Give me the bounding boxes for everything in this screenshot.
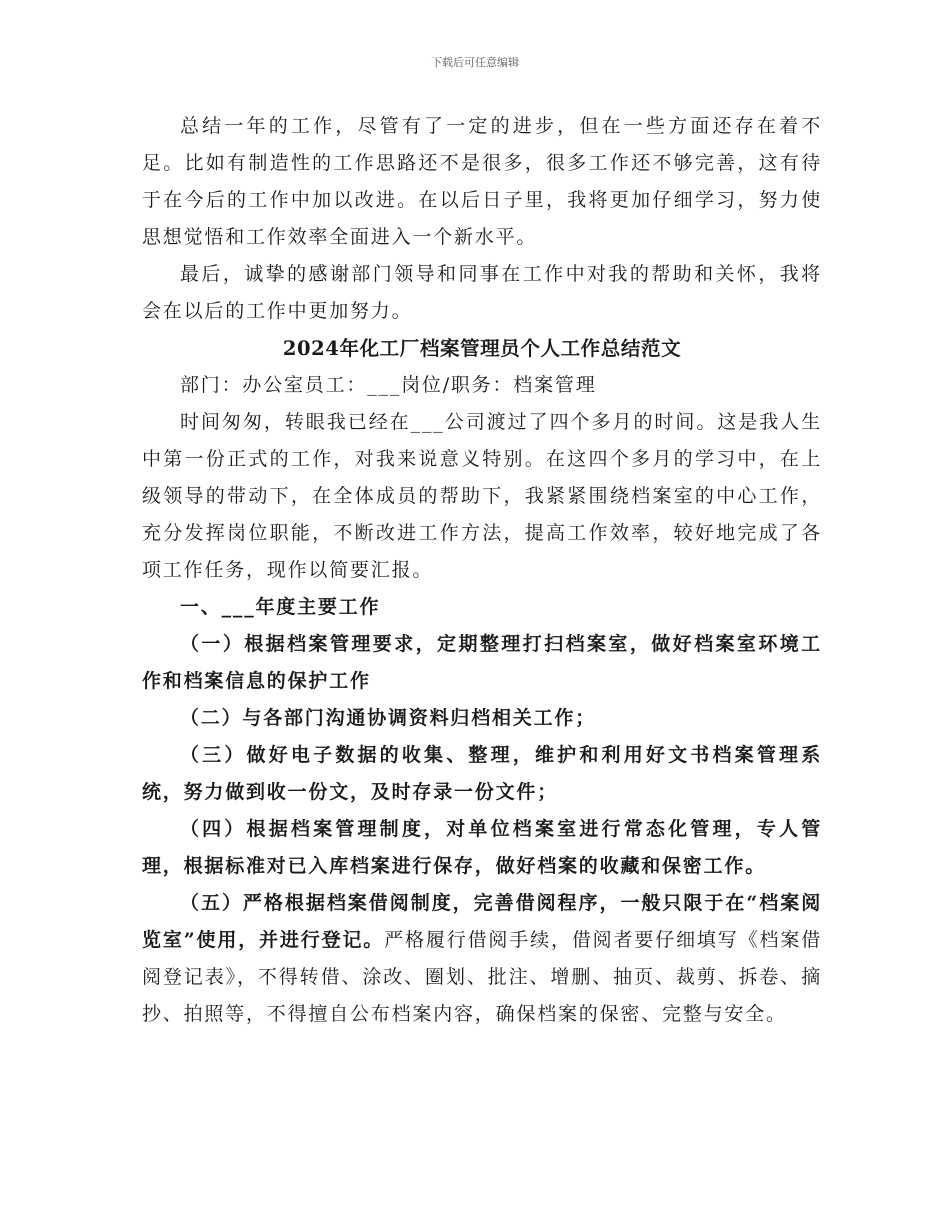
- page-header-note: 下载后可任意编辑: [431, 56, 519, 69]
- section-heading-1: 一、___年度主要工作: [180, 596, 381, 618]
- list-item-4: （四）根据档案管理制度，对单位档案室进行常态化管理，专人管理，根据标准对已入库档案进行保存，做好档案的收藏和保密工作。: [142, 818, 822, 877]
- list-item-5-rest: 严格履行借阅手续，借阅者要仔细填写《档案借阅登记表》，不得转借、涂改、圈划、批注、增删、抽页、裁剪、拆卷、摘抄、拍照等，不得擅自公布档案内容，确保档案的保密、完整与安全。: [142, 929, 822, 1025]
- list-item-1: （一）根据档案管理要求，定期整理打扫档案室，做好档案室环境工作和档案信息的保护工作: [142, 633, 822, 692]
- paragraph-thanks: 最后，诚挚的感谢部门领导和同事在工作中对我的帮助和关怀，我将会在以后的工作中更加努力。: [142, 263, 822, 322]
- meta-line: 部门：办公室员工：___岗位/职务：档案管理: [180, 374, 597, 396]
- document-body: [142, 108, 822, 1033]
- paragraph-summary: 总结一年的工作，尽管有了一定的进步，但在一些方面还存在着不足。比如有制造性的工作思路还不是很多，很多工作还不够完善，这有待于在今后的工作中加以改进。在以后日子里，我将更加仔细学习，努力使思想觉悟和工作效率全面进入一个新水平。: [142, 115, 822, 248]
- list-item-3: （三）做好电子数据的收集、整理，维护和利用好文书档案管理系统，努力做到收一份文，及时存录一份文件；: [142, 744, 822, 803]
- paragraph-intro: 时间匆匆，转眼我已经在___公司渡过了四个多月的时间。这是我人生中第一份正式的工作，对我来说意义特别。在这四个多月的学习中，在上级领导的带动下，在全体成员的帮助下，我紧紧围绕档案室的中心工作，充分发挥岗位职能，不断改进工作方法，提高工作效率，较好地完成了各项工作任务，现作以简要汇报。: [142, 411, 822, 581]
- list-item-2: （二）与各部门沟通协调资料归档相关工作；: [180, 707, 597, 729]
- document-title: 2024年化工厂档案管理员个人工作总结范文: [282, 337, 682, 360]
- list-item-5-bold: （五）严格根据档案借阅制度，完善借阅程序，一般只限于在“档案阅览室”使用，并进行登记。: [142, 892, 822, 951]
- list-item-5: [142, 885, 822, 1033]
